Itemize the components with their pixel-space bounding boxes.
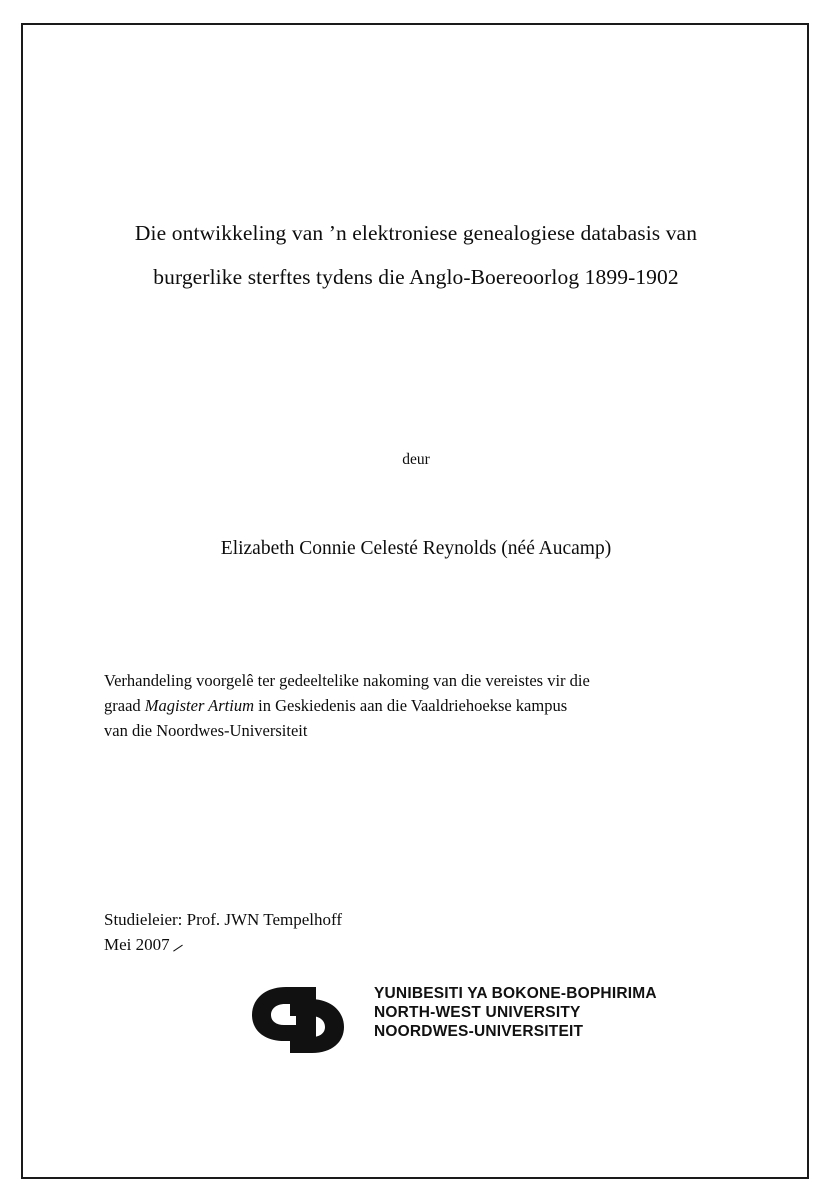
supervisor-block [104,907,604,957]
nwu-logo-text-line-3: NOORDWES-UNIVERSITEIT [374,1023,584,1040]
degree-statement-line-1: Verhandeling voorgelê ter gedeeltelike nakoming van die vereistes vir die [104,671,590,690]
degree-name-italic: Magister Artium [144,696,255,715]
supervisor-line: Studieleier: Prof. JWN Tempelhoff [104,910,343,929]
nwu-logo-text-line-2: NORTH-WEST UNIVERSITY [374,1004,581,1021]
degree-statement-line-2 [104,693,726,718]
degree-statement-line-2-pre: graad [104,696,145,715]
degree-statement [104,668,726,743]
north-west-university-logo [250,981,670,1059]
title-line-1: Die ontwikkeling van ’n elektroniese genealogiese databasis van [134,221,698,245]
date-text: Mei 2007 [104,935,170,954]
nwu-logo-text [374,984,657,1041]
degree-statement-line-3: van die Noordwes-Universiteit [104,721,308,740]
page-title [100,211,732,299]
degree-statement-line-2-post: in Geskiedenis aan die Vaaldriehoekse kampus [254,696,568,715]
title-line-2: burgerlike sterftes tydens die Anglo-Boereoorlog 1899-1902 [153,265,679,289]
nwu-logo-text-line-1: YUNIBESITI YA BOKONE-BOPHIRIMA [374,985,657,1002]
by-label: deur [402,451,430,468]
nwu-logo-mark-icon [250,981,368,1059]
page-content [100,23,732,1179]
date-line [104,932,170,957]
author-name: Elizabeth Connie Celesté Reynolds (néé Aucamp) [220,538,612,559]
